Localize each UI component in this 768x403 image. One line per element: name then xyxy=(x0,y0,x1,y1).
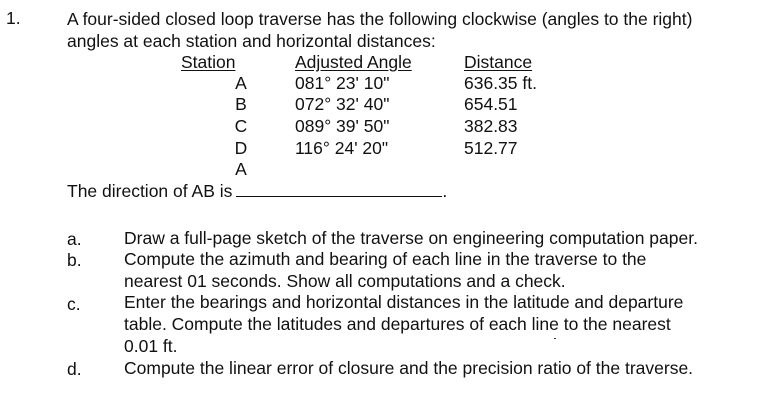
angle-c: 089° 39' 50" xyxy=(295,116,390,136)
task-b xyxy=(124,248,646,292)
direction-label: The direction of AB is xyxy=(67,181,233,201)
distance-cd: 382.83 xyxy=(464,116,518,136)
task-letter-c: c. xyxy=(67,294,81,314)
station-header: Station xyxy=(181,52,236,72)
task-line: nearest 01 seconds. Show all computations and a check. xyxy=(124,271,566,291)
adjusted-angle-header: Adjusted Angle xyxy=(295,52,412,72)
task-line: 0.01 ft. xyxy=(124,336,178,356)
station-a-close: A xyxy=(235,159,247,179)
direction-blank xyxy=(236,182,442,197)
task-line: Enter the bearings and horizontal distances in the latitude and departure xyxy=(124,292,684,312)
task-letter-d: d. xyxy=(67,359,82,379)
task-d xyxy=(124,357,693,379)
station-b: B xyxy=(235,94,247,114)
problem-intro xyxy=(67,8,692,52)
intro-line: A four-sided closed loop traverse has the following clockwise (angles to the right) xyxy=(67,9,693,29)
station-d: D xyxy=(234,138,248,158)
task-letter-a: a. xyxy=(67,229,82,249)
station-a: A xyxy=(235,73,247,93)
distance-ab: 636.35 ft. xyxy=(464,73,537,93)
distance-da: 512.77 xyxy=(464,138,518,158)
scan-speck xyxy=(554,338,556,339)
angle-d: 116° 24' 20" xyxy=(295,138,389,158)
station-c: C xyxy=(234,116,248,136)
direction-period: . xyxy=(442,181,448,201)
task-line: Draw a full-page sketch of the traverse on engineering computation paper. xyxy=(124,228,698,248)
task-line: Compute the azimuth and bearing of each line in the traverse to the xyxy=(124,249,647,269)
distance-header: Distance xyxy=(464,52,533,72)
task-a xyxy=(124,227,698,249)
intro-line: angles at each station and horizontal distances: xyxy=(67,31,436,51)
task-letter-b: b. xyxy=(67,250,82,270)
angle-a: 081° 23' 10" xyxy=(295,73,390,93)
distance-bc: 654.51 xyxy=(464,94,518,114)
problem-number: 1. xyxy=(6,8,21,28)
task-line: Compute the linear error of closure and the precision ratio of the traverse. xyxy=(124,358,694,378)
task-c xyxy=(124,291,683,357)
angle-b: 072° 32' 40" xyxy=(295,94,390,114)
direction-line xyxy=(67,181,447,202)
task-line: table. Compute the latitudes and departures of each line to the nearest xyxy=(124,314,671,334)
